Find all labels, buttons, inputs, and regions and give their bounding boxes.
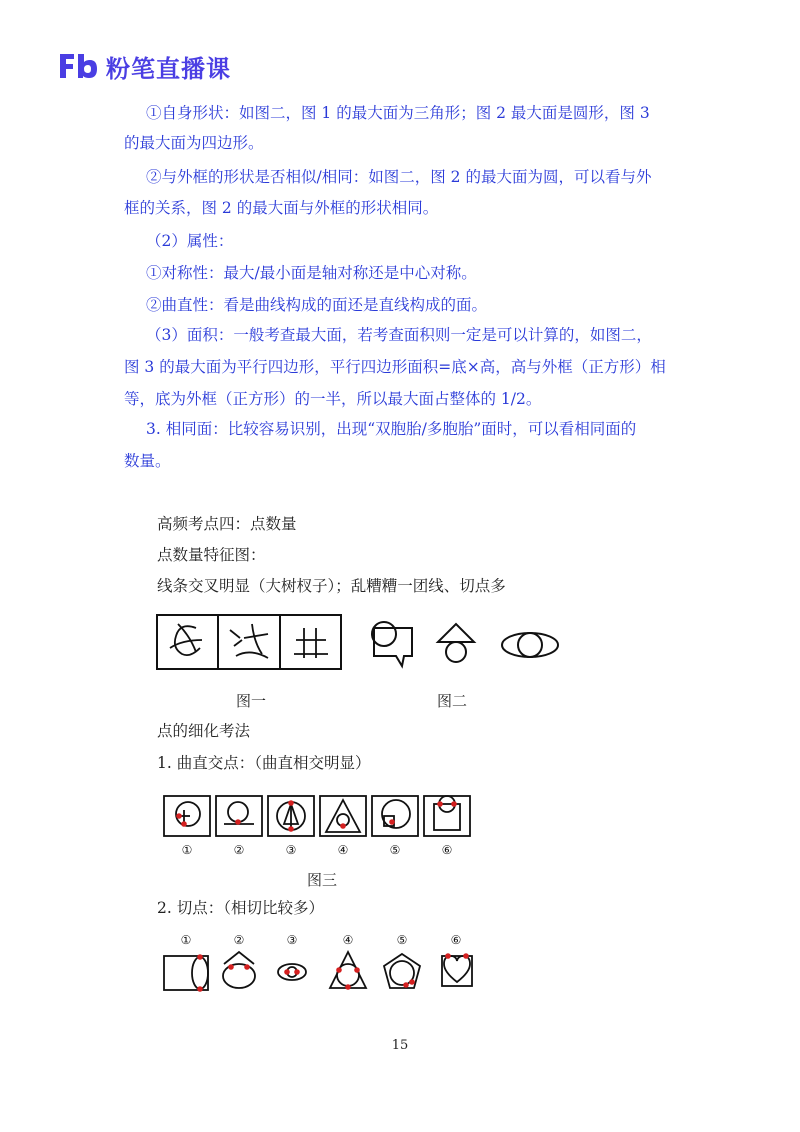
header-logo [56, 50, 231, 82]
fb-logo-icon [56, 50, 100, 82]
section-heading: 1. 曲直交点：（曲直相交明显） [157, 754, 371, 772]
paragraph-line: （2）属性： [146, 232, 234, 250]
paragraph-line: 等，底为外框（正方形）的一半，所以最大面占整体的 1/2。 [124, 390, 542, 408]
paragraph-line: 图 3 的最大面为平行四边形，平行四边形面积=底×高，高与外框（正方形）相 [124, 358, 666, 376]
fig4-label: ① [180, 933, 192, 947]
figure-three [158, 790, 474, 860]
figure-two-caption: 图二 [437, 692, 468, 710]
paragraph-line: 3. 相同面：比较容易识别，出现“双胞胎/多胞胎”面时，可以看相同面的 [146, 420, 637, 438]
paragraph-line: ②与外框的形状是否相似/相同：如图二，图 2 的最大面为圆，可以看与外 [146, 168, 652, 186]
fig4-label: ② [233, 933, 245, 947]
section-heading: 2. 切点：（相切比较多） [157, 899, 324, 917]
fig3-label: ④ [337, 843, 349, 857]
fig3-label: ② [233, 843, 245, 857]
paragraph-line: 的最大面为四边形。 [124, 134, 264, 152]
fig4-label: ③ [286, 933, 298, 947]
fig3-label: ⑥ [441, 843, 453, 857]
fig3-label: ① [181, 843, 193, 857]
page-number: 15 [391, 1038, 409, 1053]
paragraph-line: ①自身形状：如图二，图 1 的最大面为三角形；图 2 最大面是圆形，图 3 [146, 104, 650, 122]
paragraph-line: ②曲直性：看是曲线构成的面还是直线构成的面。 [146, 296, 488, 314]
fig4-label: ⑤ [396, 933, 408, 947]
section-heading: 点的细化考法 [157, 722, 251, 740]
fig4-label: ④ [342, 933, 354, 947]
brand-name: 粉笔直播课 [106, 54, 231, 83]
figure-four [158, 930, 482, 998]
fig3-label: ③ [285, 843, 297, 857]
paragraph-line: 点数量特征图： [157, 546, 266, 564]
figure-three-caption: 图三 [307, 871, 338, 889]
paragraph-line: （3）面积：一般考查最大面，若考查面积则一定是可以计算的，如图二， [146, 326, 652, 344]
fig4-label: ⑥ [450, 933, 462, 947]
paragraph-line: ①对称性：最大/最小面是轴对称还是中心对称。 [146, 264, 477, 282]
figure-one-caption: 图一 [236, 692, 267, 710]
figure-one [156, 614, 342, 670]
fig3-label: ⑤ [389, 843, 401, 857]
figure-two [368, 618, 568, 674]
paragraph-line: 线条交叉明显（大树杈子）；乱糟糟一团线、切点多 [157, 577, 506, 595]
paragraph-line: 数量。 [124, 452, 171, 470]
paragraph-line: 框的关系，图 2 的最大面与外框的形状相同。 [124, 199, 439, 217]
section-heading: 高频考点四：点数量 [157, 515, 297, 533]
